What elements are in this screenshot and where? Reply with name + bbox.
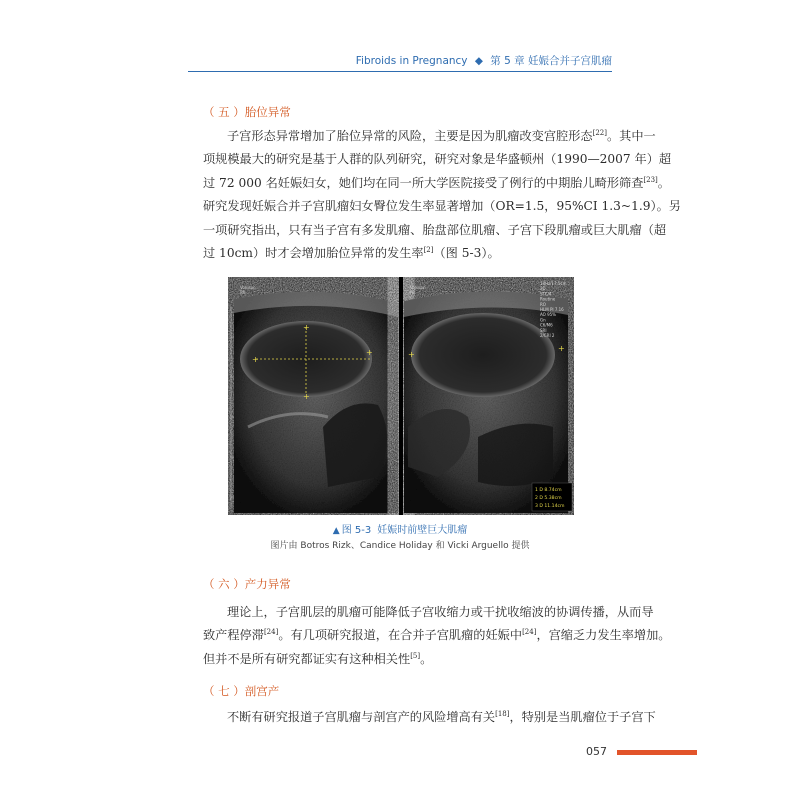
text-run: 。 [657,175,670,190]
scanner-setting: C6/M6 [540,322,553,328]
text-line: 项规模最大的研究是基于人群的队列研究，研究对象是华盛顿州（1990—2007 年）超 [203,152,672,167]
right-probe-model: P8 [410,290,415,295]
citation: [23] [643,175,658,184]
citation: [5] [410,651,421,660]
text-run: 不断有研究报道子宫肌瘤与剖宫产的风险增高有关 [227,710,496,724]
text-line [203,706,656,729]
text-run: 但并不是所有研究都证实有这种相关性 [203,651,411,666]
paragraph-cesarean [203,706,656,729]
svg-text:+: + [366,348,373,357]
text-line [203,172,670,195]
scanner-setting: STC/4 [540,291,552,297]
svg-text:+: + [303,323,310,332]
text-run: 。其中一 [607,129,656,143]
text-run: 。有几项研究报道，在合并子宫肌瘤的妊娠中 [278,628,523,643]
citation: [18] [495,709,510,718]
header-chapter-title: 妊娠合并子宫肌瘤 [528,55,612,67]
paragraph-fetal-position [203,125,681,265]
citation: [2] [423,245,434,254]
text-run: 。 [420,651,433,666]
text-run: （图 5-3）。 [433,246,500,261]
header-separator: ◆ [474,55,483,67]
ultrasound-image [228,277,574,515]
scanner-setting: 18Hz/17.5cm [540,281,567,286]
citation: [24] [263,628,279,637]
scanner-setting: AO 95% [540,312,556,318]
right-probe-label: Voluson [410,285,426,290]
measurement-readout: 3 D 11.14cm [535,504,565,509]
text-run: ，宫缩乏力发生率增加。 [536,628,671,643]
figure-caption [0,521,800,536]
section-title-labor-force: （ 六 ）产力异常 [203,577,291,591]
text-line: 研究发现妊娠合并子宫肌瘤妇女臀位发生率显著增加（OR=1.5，95%CI 1.3~1.9）。另 [203,199,681,214]
text-line: 理论上，子宫肌层的肌瘤可能降低子宫收缩力或干扰收缩波的协调传播，从而导 [227,605,654,619]
text-run: 致产程停滞 [203,628,264,643]
scanner-setting: Gn [540,317,546,323]
citation: [24] [522,628,537,637]
page-number: 057 [586,745,607,758]
measurement-readout: 1 D 8.74cm [535,488,562,493]
text-line [203,648,613,671]
figure-label: 图 5-3 [341,525,372,536]
text-line [203,242,613,265]
header-rule [188,71,612,72]
section-title-fetal-position: （ 五 ）胎位异常 [203,105,291,119]
scanner-setting: Routine [540,296,556,302]
measurement-readout: 2 D 5.38cm [535,496,562,501]
header-chapter: 第 5 章 [490,55,525,67]
text-line [203,624,671,647]
svg-text:+: + [408,350,415,359]
caption-triangle-icon: ▲ [332,526,340,536]
left-probe-model: P8 [240,290,245,295]
text-line: 一项研究指出，只有当子宫有多发肌瘤、胎盘部位肌瘤、子宫下段肌瘤或巨大肌瘤（超 [203,222,667,237]
svg-text:+: + [558,344,565,353]
header-book-title: Fibroids in Pregnancy [355,55,468,67]
scanner-setting: HLM PI 7.16 [540,307,564,312]
text-run: ，特别是当肌瘤位于子宫下 [509,710,656,724]
figure-credit: 图片由 Botros Rizk、Candice Holiday 和 Vicki Arguello 提供 [270,541,530,551]
ultrasound-figure [228,277,574,515]
section-title-cesarean: （ 七 ）剖宫产 [203,684,280,698]
page-number-bar [617,750,697,755]
citation: [22] [592,128,607,137]
scanner-setting: 2D [540,286,546,292]
text-run: 过 10cm）时才会增加胎位异常的发生率 [203,246,424,261]
left-probe-label: Voluson [240,285,256,290]
scanner-setting: RO [540,301,546,307]
measurement-readouts [535,487,565,509]
text-line [203,125,656,148]
running-header [356,53,612,68]
svg-text:+: + [303,392,310,401]
figure-title: 妊娠时前壁巨大肌瘤 [377,525,468,536]
scanner-setting: SRI [540,327,547,333]
right-fibroid-mass [411,313,555,397]
scanner-setting: 2/CRI 2 [540,333,555,338]
svg-text:+: + [252,355,259,364]
paragraph-labor-force [203,601,671,671]
text-run: 子宫形态异常增加了胎位异常的风险，主要是因为肌瘤改变宫腔形态 [227,129,593,143]
text-run: 过 72 000 名妊娠妇女，她们均在同一所大学医院接受了例行的中期胎儿畸形筛查 [203,175,644,190]
